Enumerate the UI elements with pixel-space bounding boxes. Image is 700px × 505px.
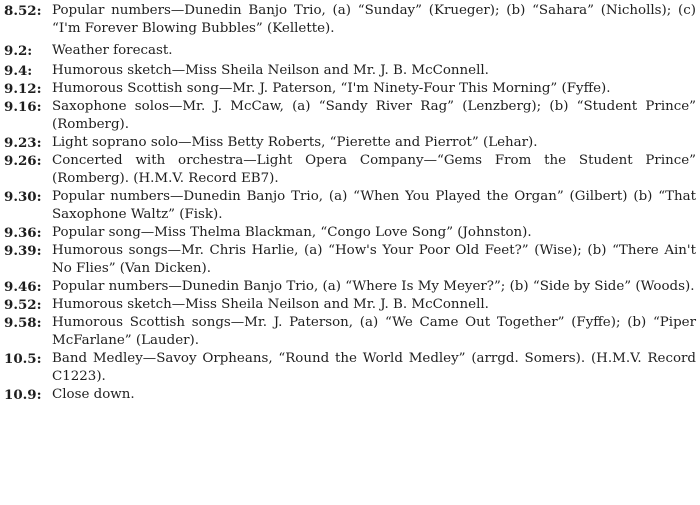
programme-entry bbox=[4, 98, 696, 134]
programme-entry bbox=[4, 42, 696, 60]
programme-entry bbox=[4, 134, 696, 152]
entry-time: 9.39: bbox=[4, 243, 42, 259]
programme-list bbox=[4, 2, 696, 404]
programme-entry bbox=[4, 2, 696, 38]
programme-entry bbox=[4, 278, 696, 296]
entry-text: Popular numbers—Dunedin Banjo Trio, (a) “Where Is My Meyer?”; (b) “Side by Side” (Woods). bbox=[52, 279, 695, 294]
entry-text: Popular song—Miss Thelma Blackman, “Congo Love Song” (Johnston). bbox=[52, 225, 532, 240]
programme-entry bbox=[4, 386, 696, 404]
entry-text: Weather forecast. bbox=[52, 43, 173, 58]
entry-text: Close down. bbox=[52, 387, 135, 402]
entry-time: 9.12: bbox=[4, 81, 42, 97]
entry-text: Popular numbers—Dunedin Banjo Trio, (a) “When You Played the Organ” (Gilbert) (b) “That Saxophone Waltz” (Fisk). bbox=[52, 189, 696, 222]
entry-text: Light soprano solo—Miss Betty Roberts, “Pierette and Pierrot” (Lehar). bbox=[52, 135, 538, 150]
entry-time: 9.36: bbox=[4, 225, 42, 241]
programme-entry bbox=[4, 188, 696, 224]
programme-entry bbox=[4, 152, 696, 188]
entry-time: 9.16: bbox=[4, 99, 42, 115]
entry-text: Band Medley—Savoy Orpheans, “Round the World Medley” (arrgd. Somers). (H.M.V. Record C1223). bbox=[52, 351, 696, 384]
entry-time: 10.5: bbox=[4, 351, 42, 367]
entry-time: 9.58: bbox=[4, 315, 42, 331]
entry-time: 9.23: bbox=[4, 135, 42, 151]
programme-entry bbox=[4, 224, 696, 242]
entry-text: Saxophone solos—Mr. J. McCaw, (a) “Sandy River Rag” (Lenzberg); (b) “Student Prince” (Romberg). bbox=[52, 99, 696, 132]
entry-text: Popular numbers—Dunedin Banjo Trio, (a) “Sunday” (Krueger); (b) “Sahara” (Nicholls); (c) “I'm Forever Blowing Bubbles” (Kellette). bbox=[52, 3, 696, 36]
programme-entry bbox=[4, 350, 696, 386]
entry-time: 8.52: bbox=[4, 3, 42, 19]
entry-time: 9.46: bbox=[4, 279, 42, 295]
entry-time: 9.30: bbox=[4, 189, 42, 205]
entry-text: Humorous songs—Mr. Chris Harlie, (a) “How's Your Poor Old Feet?” (Wise); (b) “There Ain't No Flies” (Van Dicken). bbox=[52, 243, 696, 276]
entry-time: 9.4: bbox=[4, 63, 33, 79]
entry-text: Humorous sketch—Miss Sheila Neilson and Mr. J. B. McConnell. bbox=[52, 297, 489, 312]
entry-time: 9.26: bbox=[4, 153, 42, 169]
entry-time: 10.9: bbox=[4, 387, 42, 403]
entry-text: Humorous Scottish songs—Mr. J. Paterson, (a) “We Came Out Together” (Fyffe); (b) “Piper McFarlane” (Lauder). bbox=[52, 315, 696, 348]
programme-entry bbox=[4, 296, 696, 314]
entry-text: Humorous Scottish song—Mr. J. Paterson, “I'm Ninety-Four This Morning” (Fyffe). bbox=[52, 81, 611, 96]
programme-entry bbox=[4, 80, 696, 98]
entry-time: 9.2: bbox=[4, 43, 33, 59]
entry-time: 9.52: bbox=[4, 297, 42, 313]
programme-entry bbox=[4, 242, 696, 278]
entry-text: Concerted with orchestra—Light Opera Company—“Gems From the Student Prince” (Romberg). (H.M.V. Record EB7). bbox=[52, 153, 696, 186]
programme-entry bbox=[4, 62, 696, 80]
entry-text: Humorous sketch—Miss Sheila Neilson and Mr. J. B. McConnell. bbox=[52, 63, 489, 78]
programme-entry bbox=[4, 314, 696, 350]
